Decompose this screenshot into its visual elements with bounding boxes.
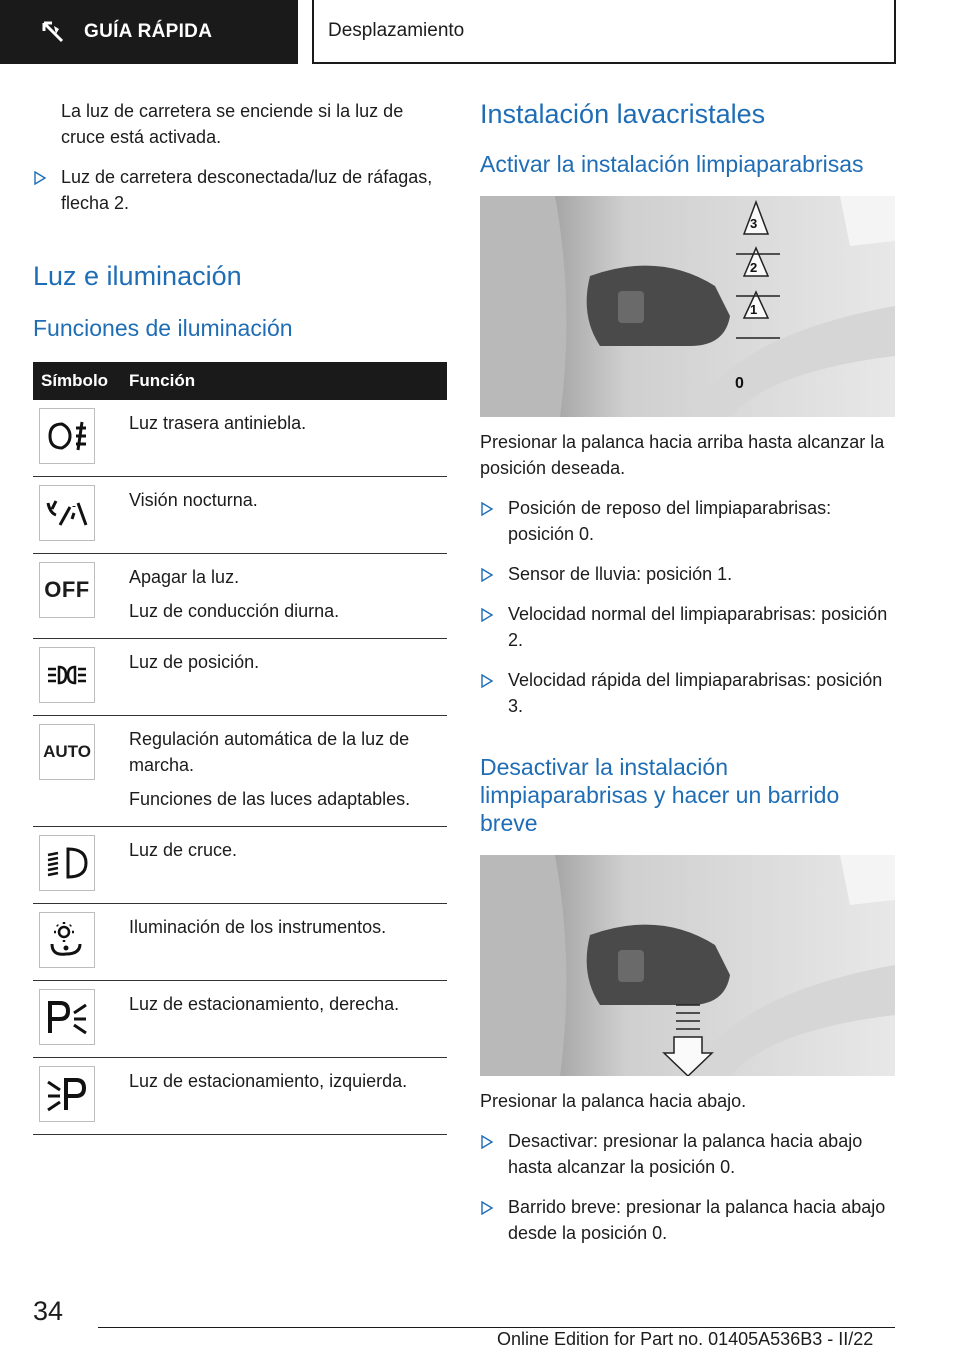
list-item-text: Posición de reposo del limpiaparabrisas: posición 0. (508, 498, 832, 544)
rear-fog-light-icon (39, 408, 95, 464)
paragraph: Presionar la palanca hacia arriba hasta alcanzar la posición deseada. (480, 432, 885, 478)
footer-edition: Online Edition for Part no. 01405A536B3 - II/22 (497, 1329, 874, 1349)
section-tab[interactable] (312, 0, 896, 64)
bullet-triangle-icon (480, 608, 494, 622)
photo-label-2: 2 (750, 260, 758, 275)
function-text: Visión nocturna. (129, 490, 258, 510)
paragraph: Presionar la palanca hacia abajo. (480, 1091, 747, 1111)
lighting-table (33, 362, 447, 1135)
parking-lights-icon (39, 647, 95, 703)
section-heading: Luz e iluminación (33, 261, 242, 291)
parking-light-right-icon (39, 989, 95, 1045)
section-subheading: Desactivar la instalación limpiaparabrisas y hacer un barrido breve (480, 754, 840, 836)
page-number: 34 (33, 1296, 64, 1326)
table-row (33, 716, 447, 827)
high-beam-intro: La luz de carretera se enciende si la luz de cruce está activada. (61, 101, 404, 147)
bullet-triangle-icon (480, 674, 494, 688)
table-row (33, 981, 447, 1058)
wiper-lever-down-photo (480, 855, 895, 1076)
section-subheading: Funciones de iluminación (33, 315, 293, 341)
column-header-function: Función (121, 362, 447, 400)
function-text: Luz de cruce. (129, 840, 238, 860)
list-item-text: Velocidad normal del limpiaparabrisas: posición 2. (508, 604, 888, 650)
right-column (480, 98, 895, 1246)
list-item (480, 667, 895, 719)
list-item (480, 601, 895, 653)
list-item (480, 495, 895, 547)
list-item-text: Velocidad rápida del limpiaparabrisas: posición 3. (508, 670, 883, 716)
photo-label-0: 0 (735, 375, 744, 392)
table-row (33, 639, 447, 716)
instrument-lighting-icon (39, 912, 95, 968)
function-text: Iluminación de los instrumentos. (129, 917, 387, 937)
table-row (33, 477, 447, 554)
bullet-triangle-icon (480, 502, 494, 516)
function-text: Regulación automática de la luz de marcha. (129, 729, 410, 775)
table-row (33, 1058, 447, 1135)
night-vision-icon (39, 485, 95, 541)
table-row (33, 827, 447, 904)
photo-label-3: 3 (750, 216, 758, 231)
list-item-text: Barrido breve: presionar la palanca hacia abajo desde la posición 0. (508, 1197, 886, 1243)
footer-divider (98, 1327, 895, 1328)
quick-guide-icon (40, 19, 66, 45)
list-item (480, 1194, 895, 1246)
function-text: Luz trasera antiniebla. (129, 413, 307, 433)
function-text: Luz de estacionamiento, izquierda. (129, 1071, 408, 1091)
table-row (33, 554, 447, 639)
table-row (33, 400, 447, 477)
bullet-triangle-icon (480, 1201, 494, 1215)
auto-icon (39, 724, 95, 780)
list-item (480, 561, 895, 587)
column-header-symbol: Símbolo (33, 362, 121, 400)
photo-label-1: 1 (750, 302, 758, 317)
bullet-triangle-icon (33, 171, 47, 185)
quick-guide-tab[interactable] (0, 0, 298, 64)
quick-guide-label: GUÍA RÁPIDA (84, 21, 213, 42)
auto-icon-label: AUTO (43, 742, 91, 761)
list-item (480, 1128, 895, 1180)
section-label: Desplazamiento (328, 20, 465, 41)
left-column (33, 98, 447, 1135)
function-text: Luz de posición. (129, 652, 260, 672)
section-heading: Instalación lavacristales (480, 99, 766, 129)
off-icon (39, 562, 95, 618)
function-text: Funciones de las luces adaptables. (129, 789, 411, 809)
wiper-lever-up-photo (480, 196, 895, 417)
list-item (33, 164, 447, 216)
bullet-triangle-icon (480, 1135, 494, 1149)
table-row (33, 904, 447, 981)
list-item-text: Luz de carretera desconectada/luz de ráfagas, flecha 2. (61, 167, 433, 213)
low-beam-icon (39, 835, 95, 891)
list-item-text: Sensor de lluvia: posición 1. (508, 564, 733, 584)
off-icon-label: OFF (44, 577, 90, 602)
section-subheading: Activar la instalación limpiaparabrisas (480, 151, 864, 177)
function-text: Luz de estacionamiento, derecha. (129, 994, 400, 1014)
parking-light-left-icon (39, 1066, 95, 1122)
function-text: Apagar la luz. (129, 567, 240, 587)
bullet-triangle-icon (480, 568, 494, 582)
function-text: Luz de conducción diurna. (129, 601, 340, 621)
list-item-text: Desactivar: presionar la palanca hacia abajo hasta alcanzar la posición 0. (508, 1131, 863, 1177)
